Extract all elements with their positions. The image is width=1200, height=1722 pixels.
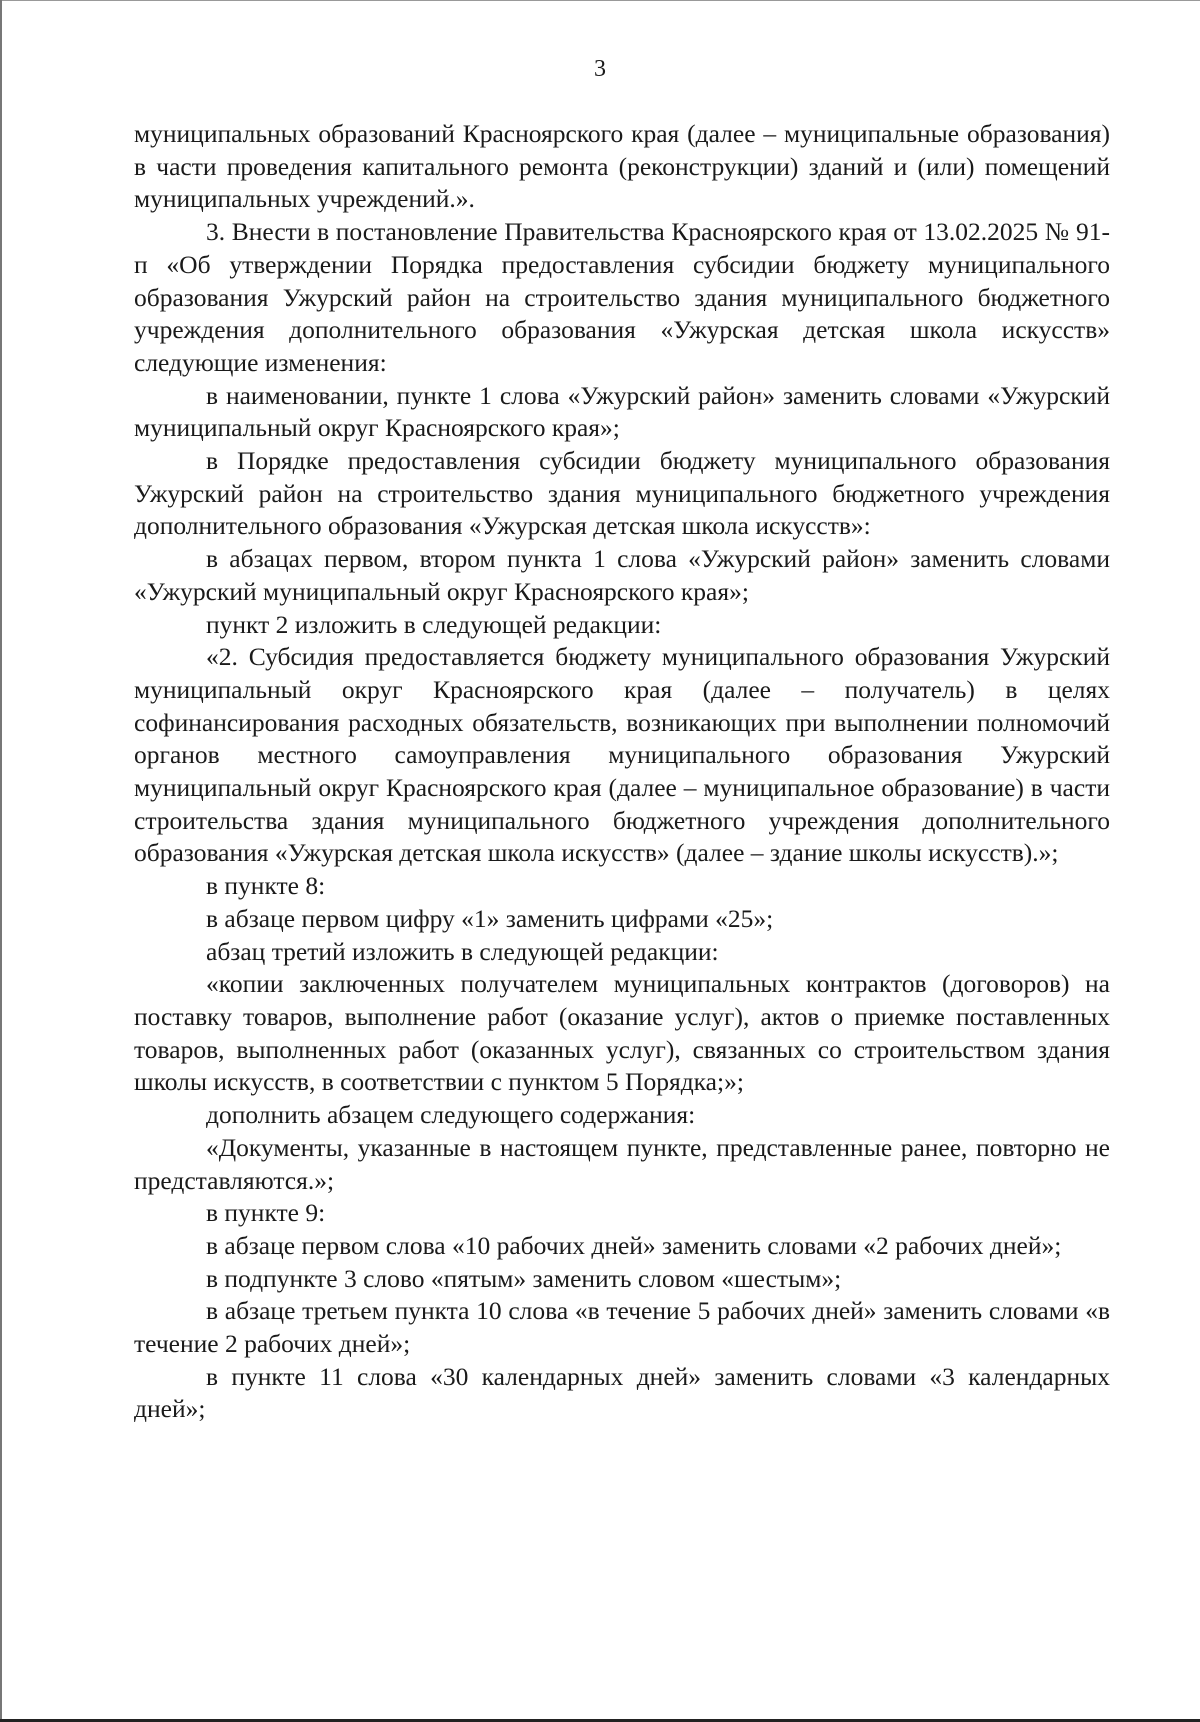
- document-body: [134, 118, 1110, 1426]
- paragraph: «копии заключенных получателем муниципальных контрактов (договоров) на поставку товаров, выполнение работ (оказание услуг), актов о приемке поставленных товаров, выполненных работ (оказанных услуг), связанных со строительством здания школы искусств, в соответствии с пунктом 5 Порядка;»;: [134, 969, 1110, 1097]
- scan-edge-top: [0, 0, 1200, 1]
- paragraph: пункт 2 изложить в следующей редакции:: [206, 609, 662, 639]
- paragraph: в абзаце третьем пункта 10 слова «в течение 5 рабочих дней» заменить словами «в течение 2 рабочих дней»;: [134, 1296, 1110, 1359]
- paragraph: 3. Внести в постановление Правительства Красноярского края от 13.02.2025 № 91-п «Об утверждении Порядка предоставления субсидии бюджету муниципального образования Ужурский район на строительство здания муниципального бюджетного учреждения дополнительного образования «Ужурская детская школа искусств» следующие изменения:: [134, 217, 1110, 377]
- paragraph: «Документы, указанные в настоящем пункте, представленные ранее, повторно не представляются.»;: [134, 1132, 1110, 1195]
- paragraph: муниципальных образований Красноярского края (далее – муниципальные образования) в части проведения капитального ремонта (реконструкции) зданий и (или) помещений муниципальных учреждений.».: [134, 119, 1110, 214]
- paragraph: в Порядке предоставления субсидии бюджету муниципального образования Ужурский район на строительство здания муниципального бюджетного учреждения дополнительного образования «Ужурская детская школа искусств»:: [134, 446, 1110, 541]
- paragraph: «2. Субсидия предоставляется бюджету муниципального образования Ужурский муниципальный округ Красноярского края (далее – получатель) в целях софинансирования расходных обязательств, возникающих при выполнении полномочий органов местного самоуправления муниципального образования Ужурский муниципальный округ Красноярского края (далее – муниципальное образование) в части строительства здания муниципального бюджетного учреждения дополнительного образования «Ужурская детская школа искусств» (далее – здание школы искусств).»;: [134, 642, 1110, 868]
- scan-edge-left: [0, 0, 2, 1722]
- paragraph: в пункте 9:: [206, 1198, 326, 1228]
- paragraph: в абзаце первом цифру «1» заменить цифрами «25»;: [206, 903, 774, 933]
- paragraph: в абзаце первом слова «10 рабочих дней» заменить словами «2 рабочих дней»;: [206, 1230, 1062, 1260]
- paragraph: в пункте 11 слова «30 календарных дней» заменить словами «3 календарных дней»;: [134, 1361, 1110, 1424]
- paragraph: в подпункте 3 слово «пятым» заменить словом «шестым»;: [206, 1263, 842, 1293]
- page-number: 3: [594, 56, 606, 82]
- paragraph: дополнить абзацем следующего содержания:: [206, 1100, 696, 1130]
- paragraph: абзац третий изложить в следующей редакции:: [206, 936, 719, 966]
- paragraph: в наименовании, пункте 1 слова «Ужурский район» заменить словами «Ужурский муниципальный округ Красноярского края»;: [134, 380, 1110, 443]
- paragraph: в пункте 8:: [206, 871, 326, 901]
- paragraph: в абзацах первом, втором пункта 1 слова «Ужурский район» заменить словами «Ужурский муниципальный округ Красноярского края»;: [134, 544, 1110, 606]
